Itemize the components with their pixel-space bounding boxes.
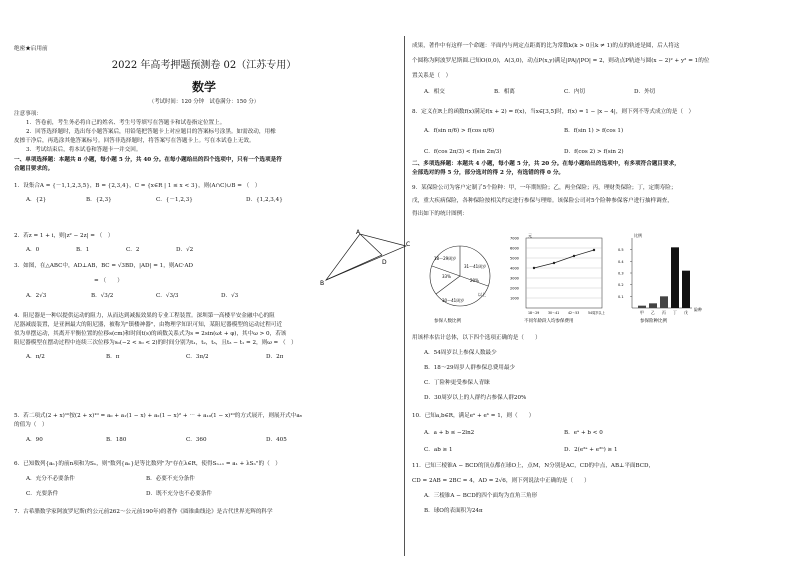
vertex-label-a: A xyxy=(356,229,361,236)
question-line: 9．某保险公司为客户定制了5个险种：甲，一年期短险；乙，两全保险；丙，理财类保险；丁，定期寿险； xyxy=(412,185,677,191)
question-5 xyxy=(14,412,394,445)
pie-chart xyxy=(422,238,502,326)
option-c[interactable]: C．丁险种更受参保人青睐 xyxy=(424,380,490,386)
question-stem: = （ ） xyxy=(94,278,123,284)
notice-head: 注意事项： xyxy=(14,111,42,117)
question-line: 6．已知数列{aₙ}的前n项和为Sₙ，则"数列{aₙ}是等比数列"为"存在λ∈R，使得Sₙ₊₁ = a₁ + λSₙ"的（ ） xyxy=(14,461,281,467)
bar xyxy=(660,296,668,308)
question-9 xyxy=(412,184,792,219)
question-line: 7．古希腊数学家阿波罗尼斯(约公元前262～公元前190年)的著作《圆锥曲线论》是古代世界光辉的科学 xyxy=(14,509,273,515)
question-line: 5．若二项式(2 + x)¹⁰按(2 + x)¹⁰ = a₀ + a₁(1 − x) + a₂(1 − x)² + ⋯ + a₁₀(1 − x)¹⁰的方式展开，则展开式中a₈ xyxy=(14,413,302,419)
option-b[interactable]: B．π xyxy=(106,354,120,360)
y-tick-label: 0.5 xyxy=(618,248,624,253)
option-b[interactable]: B．1 xyxy=(76,247,90,253)
option-a[interactable]: A．0 xyxy=(26,247,40,253)
x-tick-label: 30～41 xyxy=(548,311,560,315)
option-c[interactable]: C．f(cos 2π/3) < f(sin 2π/3) xyxy=(424,149,502,155)
vertex-label-d: D xyxy=(382,259,387,266)
section-1-heading xyxy=(14,156,394,174)
option-a[interactable]: A．2√3 xyxy=(26,293,47,299)
bar-chart-xlabel: 险种 xyxy=(694,307,702,312)
line-chart-caption: 不同年龄段人均参保费用 xyxy=(524,319,574,324)
option-d[interactable]: D．30周岁以上的人群约占参保人群20% xyxy=(424,395,527,401)
question-8 xyxy=(412,108,792,157)
pie-label: 以上 xyxy=(478,292,486,297)
question-stem: 10．已知a,b∈R，满足eᵃ + eᵇ = 1，则（ ） xyxy=(412,413,535,419)
question-stem: 1．设集合A = {－1,1,2,3,5}，B = {2,3,4}，C = {x∈R | 1 ≤ x < 3}，则(A∩C)∪B = （ ） xyxy=(14,183,261,189)
notices xyxy=(14,110,394,155)
x-tick-label: 甲 xyxy=(640,310,644,315)
bar xyxy=(649,303,657,308)
option-b[interactable]: B．f(sin 1) > f(cos 1) xyxy=(564,128,624,134)
exam-title: 2022 年高考押题预测卷 02（江苏专用） xyxy=(111,60,297,71)
x-tick-label: 乙 xyxy=(651,310,655,315)
question-9-choices xyxy=(412,334,792,403)
section-2-heading xyxy=(412,160,792,178)
question-line: 的值为（ ） xyxy=(14,422,48,428)
y-tick-label: 0.2 xyxy=(618,283,624,288)
question-line: 用该样本估计总体，以下四个选项正确的是（ ） xyxy=(412,335,541,341)
section-2-line: 全部选对的得 5 分，部分选对的得 2 分，有选错的得 0 分。 xyxy=(412,170,565,176)
question-line: 置关系是（ ） xyxy=(412,73,452,79)
option-a[interactable]: A．{2} xyxy=(26,197,47,203)
option-c[interactable]: C．ab ≥ 1 xyxy=(424,447,453,453)
question-4 xyxy=(14,312,394,362)
y-tick-label: 5000 xyxy=(510,256,519,261)
vertex-label-c: C xyxy=(406,241,410,248)
option-d[interactable]: D．外切 xyxy=(634,89,656,95)
question-6 xyxy=(14,460,394,499)
option-d[interactable]: D．{1,2,3,4} xyxy=(246,197,283,203)
option-d[interactable]: D．2(e²ᵃ + e²ᵇ) ≥ 1 xyxy=(564,447,618,453)
section-2-line: 二、多项选择题：本题共 4 小题，每小题 5 分，共 20 分。在每小题给出的选项中，有多项符合题目要求， xyxy=(412,161,680,167)
x-tick-label: 18～29 xyxy=(528,311,540,315)
bar-chart-caption: 参保险种比例 xyxy=(640,319,667,324)
pie-label: 31～41周岁 xyxy=(464,264,487,269)
option-a[interactable]: A．90 xyxy=(26,437,43,443)
question-1 xyxy=(14,182,394,205)
secret-label: 绝密★启用前 xyxy=(14,46,48,52)
section-1-line: 合题目要求的。 xyxy=(14,166,54,172)
question-line: 11．已知三棱锥A − BCD的顶点都在球O上，点M，N分别是AC，CD的中点，AB⊥平面BCD， xyxy=(412,463,655,469)
question-line: 成果，著作中有这样一个命题：平面内与两定点距离的比为常数k(k > 0且k ≠ 1)的点的轨迹是圆，后人将这 xyxy=(412,43,680,49)
option-a[interactable]: A．a + b ≤ −2ln2 xyxy=(424,430,475,436)
pie-label: 20% xyxy=(470,278,479,283)
line-point xyxy=(553,262,555,264)
pie-label: 18～29周岁 xyxy=(434,256,457,261)
notice-line: 1．答卷前，考生务必将自己的姓名、考生号等填写在答题卡和试卷指定位置上。 xyxy=(26,120,226,126)
y-tick-label: 1000 xyxy=(510,296,519,301)
option-a[interactable]: A．π/2 xyxy=(26,354,45,360)
y-tick-label: 2000 xyxy=(510,286,519,291)
y-tick-label: 6000 xyxy=(510,246,519,251)
option-b[interactable]: B．相离 xyxy=(494,89,515,95)
option-d[interactable]: D．√3 xyxy=(221,293,239,299)
notice-line: 3．考试结束后，将本试卷和答题卡一并交回。 xyxy=(26,147,142,153)
question-3 xyxy=(14,262,304,301)
question-7-continued xyxy=(412,42,792,97)
option-a[interactable]: A．54周岁以上参保人数最少 xyxy=(424,350,497,356)
x-tick-label: 丙 xyxy=(662,310,666,315)
question-line: 戊，重大疾病保险，各种保险按相关约定进行参保与理赔。该保险公司对5个险种参保客户进行抽样调查， xyxy=(412,198,673,204)
option-c[interactable]: C．{－1,2,3} xyxy=(156,197,193,203)
question-10 xyxy=(412,412,792,455)
question-stem: 3．如图，在△ABC中，AD⊥AB，BC = √3BD，|AD| = 1，则AC·AD xyxy=(14,263,194,269)
option-b[interactable]: B．180 xyxy=(106,437,127,443)
option-a[interactable]: A．f(sin π/6) > f(cos π/6) xyxy=(424,128,495,134)
option-b[interactable]: B．必要不充分条件 xyxy=(146,476,195,482)
line-point xyxy=(573,255,575,257)
option-a[interactable]: A．充分不必要条件 xyxy=(26,476,75,482)
option-c[interactable]: C．3π/2 xyxy=(186,354,209,360)
question-line: 得出如下的统计图例： xyxy=(412,211,468,217)
question-7-start xyxy=(14,508,394,517)
option-d[interactable]: D．2π xyxy=(266,354,284,360)
bar-chart-ylabel: 比例 xyxy=(634,233,642,238)
subject-title: 数学 xyxy=(191,80,216,94)
y-tick-label: 4000 xyxy=(510,266,519,271)
option-d[interactable]: D．405 xyxy=(266,437,287,443)
notice-line: 皮擦干净后，再选涂其他答案标号。回答非选择题时，将答案写在答题卡上。写在本试卷上无效。 xyxy=(14,138,255,144)
triangle-figure xyxy=(320,228,410,286)
question-line: 尼器减震装置，是亚洲最大的阻尼器，被称为"镇楼神器"，由物理学知识可知，某阻尼器模型的运动过程可近 xyxy=(14,322,283,328)
option-b[interactable]: B．eᵃ + b < 0 xyxy=(564,430,603,436)
option-b[interactable]: B．√3/2 xyxy=(91,293,114,299)
option-c[interactable]: C．2 xyxy=(126,247,140,253)
question-line: CD = 2AB = 2BC = 4，AD = 2√6，则下列说法中正确的是（ ） xyxy=(412,478,590,484)
option-b[interactable]: B．18～29周岁人群参保总费用最少 xyxy=(424,365,516,371)
y-tick-label: 3000 xyxy=(510,276,519,281)
question-stem: 8．定义在R上的函数f(x)满足f(x + 2) = f(x)，当x∈[3,5]时，f(x) = 1 − |x − 4|，则下列不等式成立的是（ ） xyxy=(412,109,695,115)
x-tick-label: 54周岁以上 xyxy=(588,311,605,315)
option-d[interactable]: D．√2 xyxy=(176,247,194,253)
vertex-label-b: B xyxy=(320,280,325,286)
question-line: 4．阻尼器是一种以提供运动的阻力，从而达到减振效果的专业工程装置。深圳第一高楼平安金融中心的阻 xyxy=(14,313,275,319)
line-chart xyxy=(508,230,608,326)
option-c[interactable]: C．充要条件 xyxy=(26,491,59,497)
option-c[interactable]: C．内切 xyxy=(564,89,586,95)
line-chart-ylabel: 元 xyxy=(528,233,532,238)
bar-chart xyxy=(614,230,710,326)
line-point xyxy=(533,267,535,269)
y-tick-label: 0.1 xyxy=(618,294,624,299)
option-b[interactable]: B．{2,3} xyxy=(86,197,112,203)
pie-label: 30～41周岁 xyxy=(442,298,465,303)
y-tick-label: 7000 xyxy=(510,236,519,241)
pie-caption: 参保人数比例 xyxy=(434,319,461,324)
option-c[interactable]: C．√3/3 xyxy=(156,293,179,299)
question-stem: 2．若z = 1 + i，则|z² − 2z| = （ ） xyxy=(14,233,114,239)
x-tick-label: 42～53 xyxy=(568,311,580,315)
question-line: 似为单摆运动，其离开平衡位置的位移s(cm)和时间t(s)的函数关系式为s = 2sin(ωt + φ)，其中ω > 0，若该 xyxy=(14,331,287,337)
option-d[interactable]: D．既不充分也不必要条件 xyxy=(146,491,213,497)
question-11 xyxy=(412,462,792,516)
option-a[interactable]: A．相交 xyxy=(424,89,445,95)
bar xyxy=(682,271,690,308)
option-c[interactable]: C．360 xyxy=(186,437,207,443)
line-point xyxy=(593,249,595,251)
column-divider xyxy=(404,36,405,556)
x-tick-label: 丁 xyxy=(673,310,677,315)
option-d[interactable]: D．f(cos 2) > f(sin 2) xyxy=(564,149,624,155)
y-tick-label: 0.4 xyxy=(618,259,624,264)
question-line: 阻尼器模型在摆动过程中连续三次位移为s₀(−2 < s₀ < 2)的时间分别为t₁，t₂，t₃，且t₃ − t₁ = 2，则ω = （ ） xyxy=(14,340,297,346)
y-tick-label: 0.3 xyxy=(618,271,624,276)
x-tick-label: 戊 xyxy=(684,310,688,315)
bar xyxy=(671,247,679,308)
option-b[interactable]: B．球O的表面积为24π xyxy=(424,508,483,514)
pie-label: 33% xyxy=(442,274,451,279)
notice-line: 2．回答选择题时，选出每小题答案后，用铅笔把答题卡上对应题目的答案标号涂黑。如需改动，用橡 xyxy=(26,129,276,135)
exam-meta: （考试时间：120 分钟 试卷满分：150 分） xyxy=(148,99,260,105)
bar xyxy=(638,306,646,308)
option-a[interactable]: A．三棱锥A − BCD的四个面均为直角三角形 xyxy=(424,493,538,499)
section-1-line: 一、单项选择题：本题共 8 小题，每小题 5 分，共 40 分。在每小题给出的四个选项中，只有一个选项是符 xyxy=(14,157,282,163)
question-line: 个圆称为阿波罗尼斯圆.已知O(0,0)，A(3,0)，动点P(x,y)满足|PA|/|PO| = 2，则动点P轨迹与圆(x − 2)² + y² = 1的位 xyxy=(412,58,710,64)
